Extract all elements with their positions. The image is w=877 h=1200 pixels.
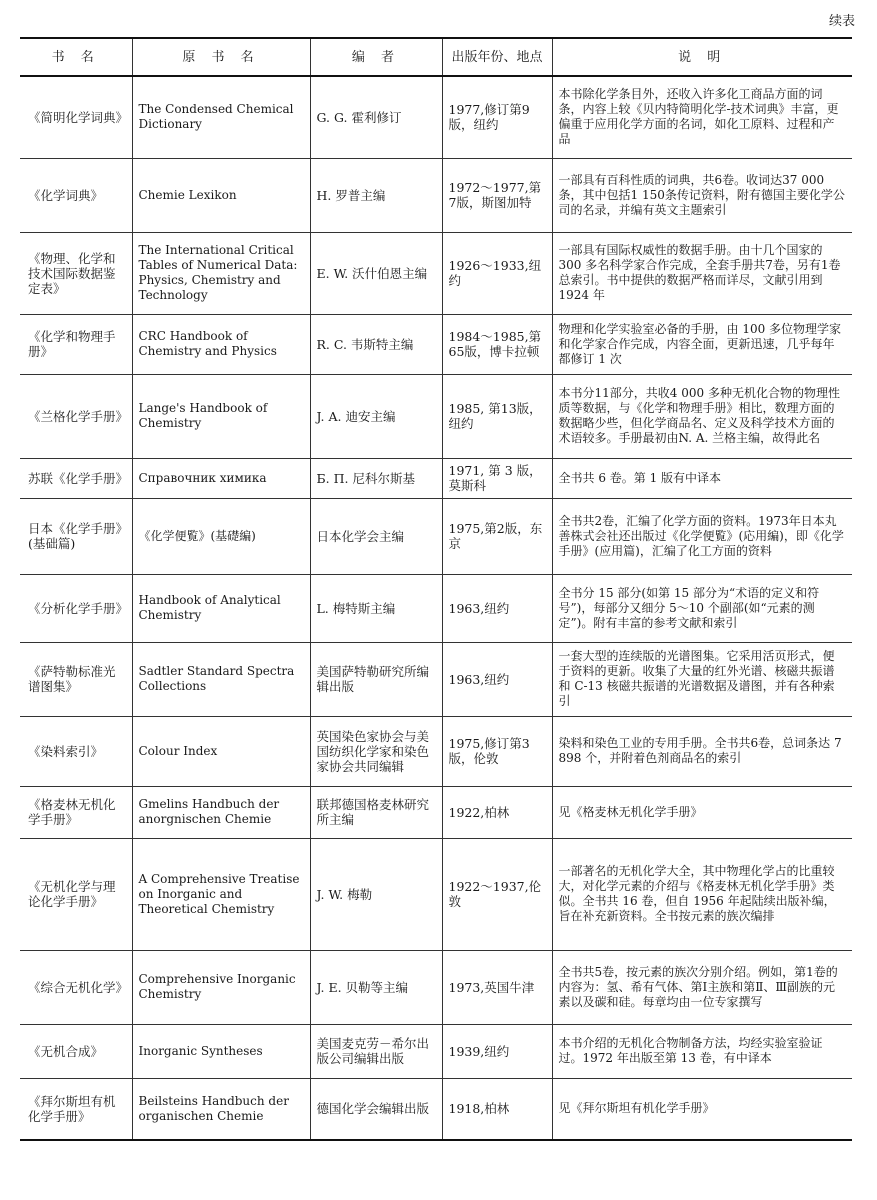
editor-cell: E. W. 沃什伯恩主编 [310, 232, 442, 314]
note-cell: 全书共 6 卷。第 1 版有中译本 [552, 458, 852, 498]
published-cell: 1926～1933,纽约 [442, 232, 552, 314]
published-cell: 1977,修订第9版，纽约 [442, 76, 552, 158]
published-cell: 1975,第2版，东京 [442, 498, 552, 574]
original-title-cell: Colour Index [132, 716, 310, 786]
note-cell: 物理和化学实验室必备的手册，由 100 多位物理学家和化学家合作完成，内容全面，更新迅速，几乎每年都修订 1 次 [552, 314, 852, 374]
editor-cell: H. 罗普主编 [310, 158, 442, 232]
original-title-cell: 《化学便覧》(基礎編) [132, 498, 310, 574]
published-cell: 1963,纽约 [442, 574, 552, 642]
editor-cell: L. 梅特斯主编 [310, 574, 442, 642]
original-title-cell: Chemie Lexikon [132, 158, 310, 232]
editor-cell: 德国化学会编辑出版 [310, 1078, 442, 1140]
published-cell: 1922,柏林 [442, 786, 552, 838]
published-cell: 1963,纽约 [442, 642, 552, 716]
editor-cell: G. G. 霍利修订 [310, 76, 442, 158]
original-title-cell: Comprehensive Inorganic Chemistry [132, 950, 310, 1024]
published-cell: 1971, 第 3 版，莫斯科 [442, 458, 552, 498]
editor-cell: R. C. 韦斯特主编 [310, 314, 442, 374]
book-name-cell: 《化学和物理手册》 [20, 314, 132, 374]
table-row [20, 716, 852, 786]
editor-cell: J. A. 迪安主编 [310, 374, 442, 458]
book-name-cell: 苏联《化学手册》 [20, 458, 132, 498]
book-name-cell: 日本《化学手册》(基础篇) [20, 498, 132, 574]
editor-cell: 日本化学会主编 [310, 498, 442, 574]
table-row [20, 232, 852, 314]
note-cell: 全书共2卷，汇编了化学方面的资料。1973年日本丸善株式会社还出版过《化学便覧》(応用編)，即《化学手册》(应用篇)，汇编了化工方面的资料 [552, 498, 852, 574]
published-cell: 1922～1937,伦敦 [442, 838, 552, 950]
editor-cell: 英国染色家协会与美国纺织化学家和染色家协会共同编辑 [310, 716, 442, 786]
editor-cell: 美国萨特勒研究所编辑出版 [310, 642, 442, 716]
table-row [20, 76, 852, 158]
table-row [20, 314, 852, 374]
table-row [20, 574, 852, 642]
published-cell: 1972～1977,第7版，斯图加特 [442, 158, 552, 232]
table-row [20, 1024, 852, 1078]
note-cell: 本书除化学条目外，还收入许多化工商品方面的词条，内容上较《贝内特简明化学-技术词典》丰富，更偏重于应用化学方面的名词，如化工原料、过程和产品 [552, 76, 852, 158]
book-name-cell: 《兰格化学手册》 [20, 374, 132, 458]
book-name-cell: 《染料索引》 [20, 716, 132, 786]
editor-cell: 联邦德国格麦林研究所主编 [310, 786, 442, 838]
book-name-cell: 《萨特勒标准光谱图集》 [20, 642, 132, 716]
table-row [20, 1078, 852, 1140]
note-cell: 本书分11部分，共收4 000 多种无机化合物的物理性质等数据，与《化学和物理手册》相比，数理方面的数据略少些，但化学商品名、定义及科学技术方面的术语较多。手册最初由N. A. 兰格主编，故得此名 [552, 374, 852, 458]
editor-cell: J. E. 贝勒等主编 [310, 950, 442, 1024]
book-name-cell: 《综合无机化学》 [20, 950, 132, 1024]
header-note: 说 明 [552, 38, 852, 76]
original-title-cell: The Condensed Chemical Dictionary [132, 76, 310, 158]
book-name-cell: 《无机合成》 [20, 1024, 132, 1078]
original-title-cell: Gmelins Handbuch der anorgnischen Chemie [132, 786, 310, 838]
published-cell: 1975,修订第3版，伦敦 [442, 716, 552, 786]
editor-cell: Б. П. 尼科尔斯基 [310, 458, 442, 498]
note-cell: 一部具有国际权威性的数据手册。由十几个国家的 300 多名科学家合作完成，全套手册共7卷，另有1卷总索引。书中提供的数据严格而详尽，文献引用到 1924 年 [552, 232, 852, 314]
table-row [20, 158, 852, 232]
original-title-cell: Beilsteins Handbuch der organischen Chemie [132, 1078, 310, 1140]
editor-cell: J. W. 梅勒 [310, 838, 442, 950]
original-title-cell: Handbook of Analytical Chemistry [132, 574, 310, 642]
table-row [20, 950, 852, 1024]
note-cell: 一套大型的连续版的光谱图集。它采用活页形式，便于资料的更新。收集了大量的红外光谱、核磁共振谱和 C-13 核磁共振谱的光谱数据及谱图，并有各种索引 [552, 642, 852, 716]
table-body [20, 76, 852, 1140]
original-title-cell: Lange's Handbook of Chemistry [132, 374, 310, 458]
table-row [20, 786, 852, 838]
book-name-cell: 《拜尔斯坦有机化学手册》 [20, 1078, 132, 1140]
original-title-cell: Справочник химика [132, 458, 310, 498]
note-cell: 本书介绍的无机化合物制备方法，均经实验室验证过。1972 年出版至第 13 卷，有中译本 [552, 1024, 852, 1078]
book-name-cell: 《格麦林无机化学手册》 [20, 786, 132, 838]
book-name-cell: 《化学词典》 [20, 158, 132, 232]
table-row [20, 498, 852, 574]
note-cell: 染料和染色工业的专用手册。全书共6卷，总词条达 7 898 个，并附着色剂商品名的索引 [552, 716, 852, 786]
note-cell: 一部具有百科性质的词典，共6卷。收词达37 000条，其中包括1 150条传记资料，附有德国主要化学公司的名录，并编有英文主题索引 [552, 158, 852, 232]
original-title-cell: A Comprehensive Treatise on Inorganic and Theoretical Chemistry [132, 838, 310, 950]
editor-cell: 美国麦克劳－希尔出版公司编辑出版 [310, 1024, 442, 1078]
note-cell: 一部著名的无机化学大全，其中物理化学占的比重较大，对化学元素的介绍与《格麦林无机化学手册》类似。全书共 16 卷，但自 1956 年起陆续出版补编，旨在补充新资料。全书按元素的族次编排 [552, 838, 852, 950]
table-row [20, 374, 852, 458]
book-name-cell: 《无机化学与理论化学手册》 [20, 838, 132, 950]
note-cell: 全书分 15 部分(如第 15 部分为“术语的定义和符号”)，每部分又细分 5～10 个副部(如“元素的测定”)。附有丰富的参考文献和索引 [552, 574, 852, 642]
note-cell: 全书共5卷，按元素的族次分别介绍。例如，第1卷的内容为：氢、希有气体、第Ⅰ主族和第Ⅱ、Ⅲ副族的元素以及碳和硅。每章均由一位专家撰写 [552, 950, 852, 1024]
book-name-cell: 《简明化学词典》 [20, 76, 132, 158]
book-name-cell: 《物理、化学和技术国际数据鉴定表》 [20, 232, 132, 314]
table-row [20, 642, 852, 716]
original-title-cell: The International Critical Tables of Numerical Data: Physics, Chemistry and Technology [132, 232, 310, 314]
header-row [20, 38, 852, 76]
header-published: 出版年份、地点 [442, 38, 552, 76]
continued-label: 续表 [828, 14, 855, 29]
reference-table [20, 37, 852, 1141]
original-title-cell: Inorganic Syntheses [132, 1024, 310, 1078]
original-title-cell: Sadtler Standard Spectra Collections [132, 642, 310, 716]
table-row [20, 458, 852, 498]
published-cell: 1984～1985,第65版，博卡拉顿 [442, 314, 552, 374]
published-cell: 1918,柏林 [442, 1078, 552, 1140]
note-cell: 见《拜尔斯坦有机化学手册》 [552, 1078, 852, 1140]
header-original-title: 原 书 名 [132, 38, 310, 76]
note-cell: 见《格麦林无机化学手册》 [552, 786, 852, 838]
original-title-cell: CRC Handbook of Chemistry and Physics [132, 314, 310, 374]
published-cell: 1939,纽约 [442, 1024, 552, 1078]
header-book-name: 书 名 [20, 38, 132, 76]
published-cell: 1973,英国牛津 [442, 950, 552, 1024]
header-editor: 编 者 [310, 38, 442, 76]
published-cell: 1985, 第13版，纽约 [442, 374, 552, 458]
table-row [20, 838, 852, 950]
book-name-cell: 《分析化学手册》 [20, 574, 132, 642]
